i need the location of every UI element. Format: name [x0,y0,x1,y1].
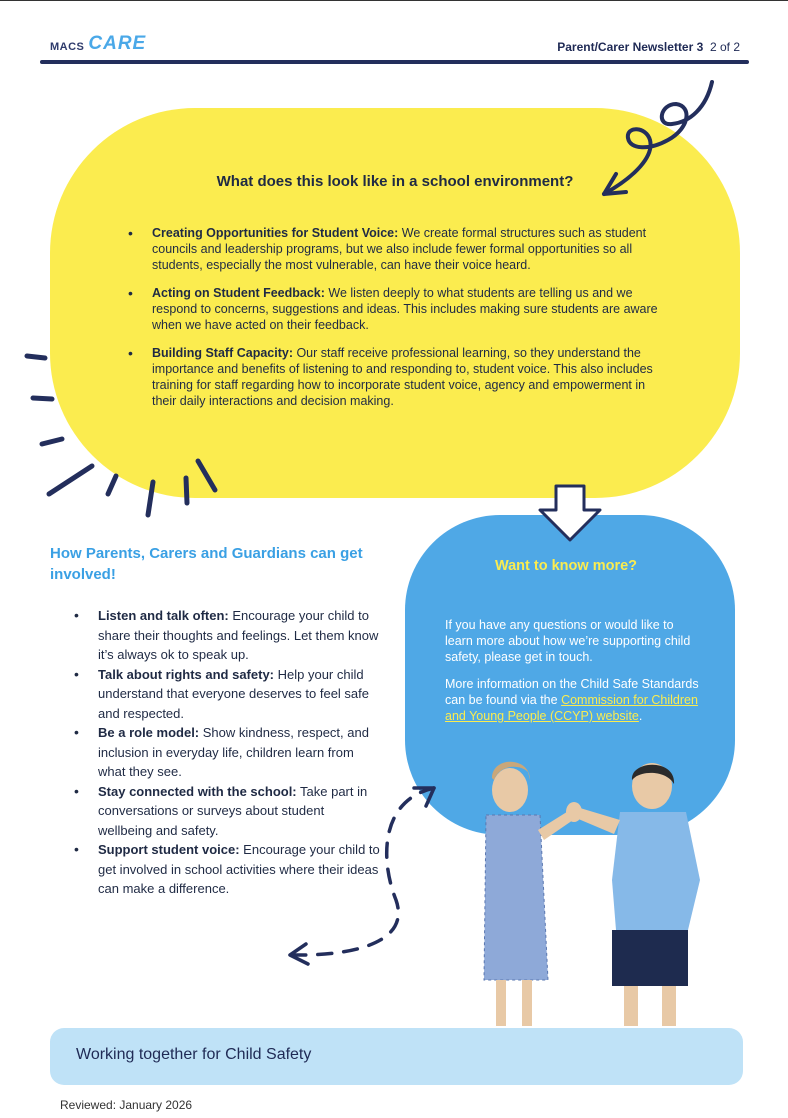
para2-suffix: . [638,709,643,723]
logo-macs: MACS [50,41,85,53]
item-text: We listen deeply to what students are telling us and we respond to concerns, suggestions and ideas. This includes making sure students are aware when we have acted on their feedback. [152,286,658,332]
more-info-para1: If you have any questions or would like to learn more about how we’re supporting child safety, please get in touch. [445,618,691,664]
reviewed-date: Reviewed: January 2026 [60,1098,193,1112]
sparkle-lines-icon [27,356,215,515]
item-text: Encourage your child to get involved in school activities where their ideas can make a difference. [98,842,380,896]
item-text: We create formal structures such as student councils and leadership programs, but we also include fewer formal opportunities so all students, especially the most vulnerable, can have their voice heard. [152,226,647,272]
newsletter-title: Parent/Carer Newsletter 3 [557,40,704,54]
para2-prefix: More information on the Child Safe Standards can be found via the [445,677,699,707]
item-heading: Talk about rights and safety: [98,666,275,682]
item-text: Our staff receive professional learning, so they understand the importance and benefits of listening to and responding to, student voice. This also includes training for staff regarding how to incorporate student voice, agency and empowerment in their daily interactions and decision making. [152,346,653,408]
item-heading: Be a role model: [98,725,200,740]
logo-care: CARE [88,33,147,54]
parents-section-title: How Parents, Carers and Guardians can get involved! [50,545,363,583]
page-indicator: 2 of 2 [709,40,740,54]
item-heading: Acting on Student Feedback: [152,286,325,300]
dashed-arrow-icon [290,788,434,964]
item-heading: Listen and talk often: [98,608,229,623]
ccyp-website-link[interactable]: Commission for Children and Young People (CCYP) website [445,693,698,723]
more-info-title: Want to know more? [494,558,638,574]
item-text: Encourage your child to share their thoughts and feelings. Let them know it’s always ok to speak up. [98,608,379,662]
item-heading: Stay connected with the school: [98,783,297,799]
item-text: Take part in conversations or surveys about student wellbeing and safety. [98,783,368,838]
school-section-title: What does this look like in a school environment? [216,173,574,190]
children-high-five-illustration [484,762,700,1026]
item-heading: Building Staff Capacity: [152,346,293,360]
item-text: Help your child understand that everyone deserves to feel safe and respected. [98,666,370,721]
item-heading: Support student voice: [98,842,240,857]
item-text: Show kindness, respect, and inclusion in everyday life, children learn from what they see. [98,725,369,779]
item-heading: Creating Opportunities for Student Voice: [152,226,399,240]
curly-arrow-icon [604,82,712,194]
footer-tagline: Working together for Child Safety [76,1046,312,1063]
down-arrow-icon [540,486,600,540]
